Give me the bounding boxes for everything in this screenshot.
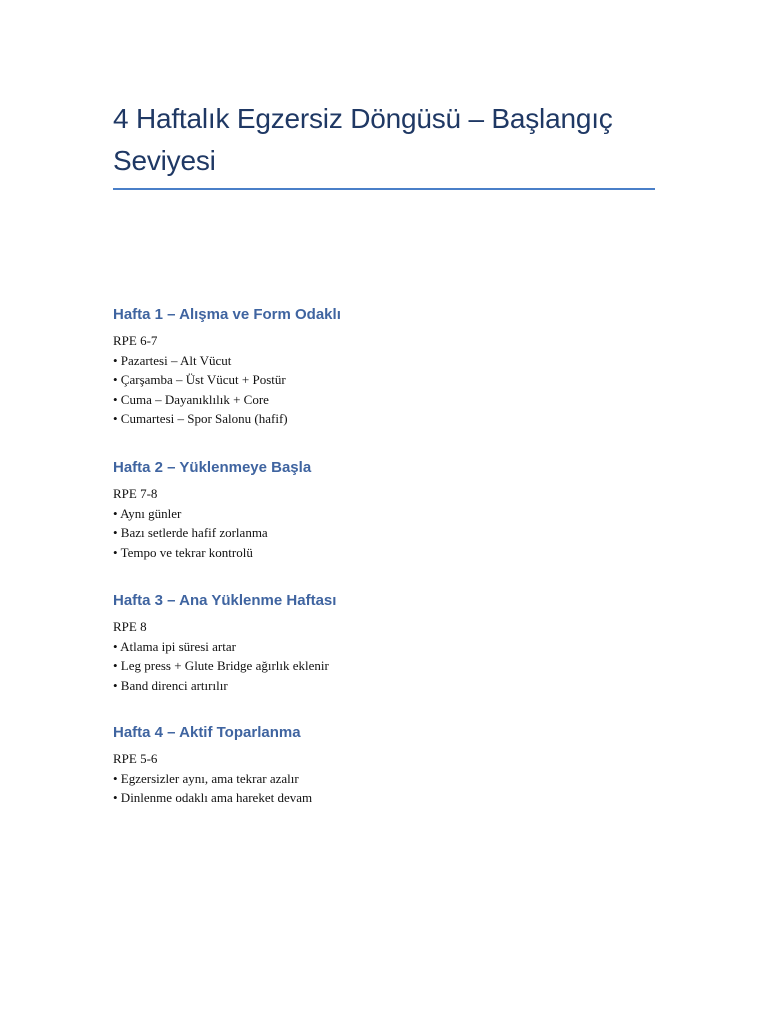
list-item: • Atlama ipi süresi artar (113, 638, 236, 654)
document-page (113, 98, 655, 805)
week-1-heading: Hafta 1 – Alışma ve Form Odaklı (113, 306, 341, 323)
week-2-heading: Hafta 2 – Yüklenmeye Başla (113, 459, 312, 476)
list-item: • Aynı günler (113, 505, 182, 521)
list-item: • Dinlenme odaklı ama hareket devam (113, 790, 313, 805)
list-item: • Cuma – Dayanıklılık + Core (113, 391, 269, 407)
list-item: • Tempo ve tekrar kontrolü (113, 544, 253, 560)
week-3-rpe: RPE 8 (113, 619, 147, 634)
week-2-section (113, 458, 311, 562)
week-1-section (113, 305, 341, 429)
week-3-section (113, 591, 336, 695)
list-item: • Bazı setlerde hafif zorlanma (113, 525, 268, 540)
week-3-heading: Hafta 3 – Ana Yüklenme Haftası (113, 592, 337, 609)
week-2-rpe: RPE 7-8 (113, 486, 158, 501)
list-item: • Pazartesi – Alt Vücut (113, 352, 232, 368)
list-item: • Band direnci artırılır (113, 677, 228, 693)
document-title: 4 Haftalık Egzersiz Döngüsü – Başlangıç Seviyesi (113, 103, 613, 176)
list-item: • Cumartesi – Spor Salonu (hafif) (113, 411, 288, 426)
list-item: • Egzersizler aynı, ama tekrar azalır (113, 770, 299, 786)
week-1-rpe: RPE 6-7 (113, 333, 158, 348)
week-4-heading: Hafta 4 – Aktif Toparlanma (113, 724, 301, 741)
list-item: • Çarşamba – Üst Vücut + Postür (113, 372, 286, 387)
week-4-section (113, 723, 312, 808)
title-divider (113, 188, 655, 190)
list-item: • Leg press + Glute Bridge ağırlık eklenir (113, 658, 329, 673)
week-4-rpe: RPE 5-6 (113, 751, 158, 766)
